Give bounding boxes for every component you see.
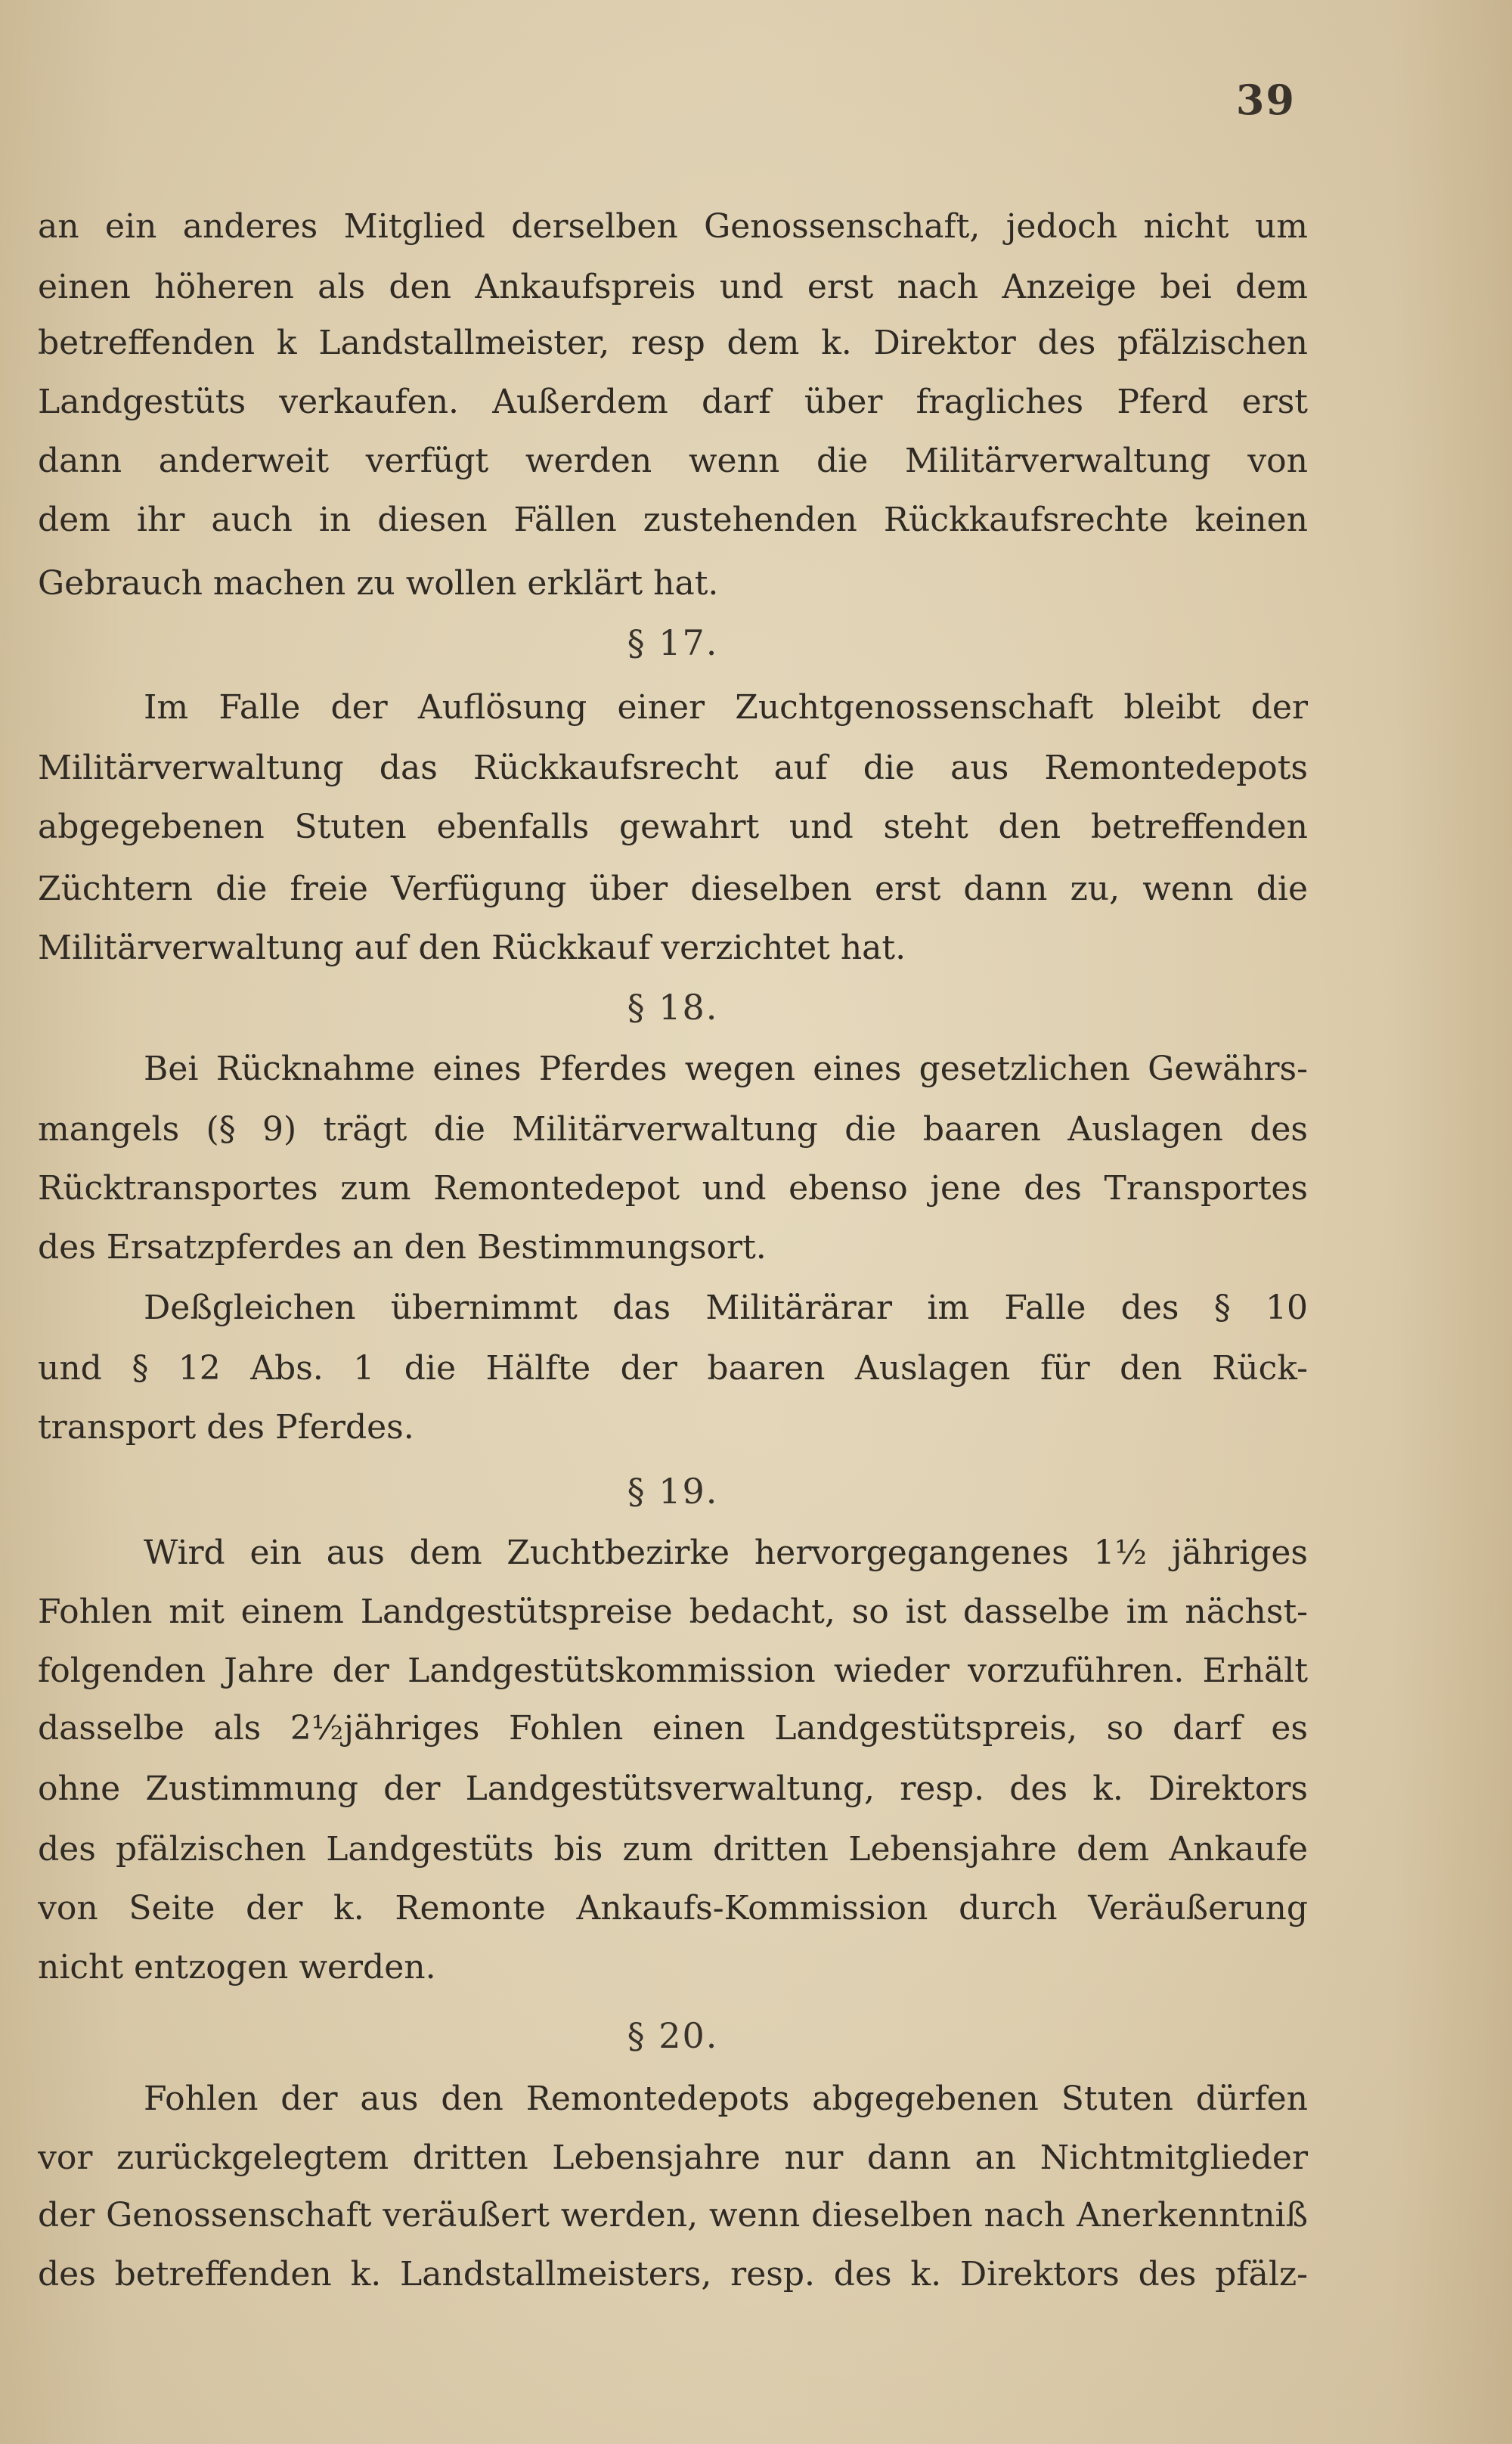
text-line: des Ersatzpferdes an den Bestimmungsort. [38,1228,767,1267]
text-line: und § 12 Abs. 1 die Hälfte der baaren Auslagen für den Rück- [38,1349,1308,1388]
text-line: von Seite der k. Remonte Ankaufs-Kommission durch Veräußerung [38,1889,1308,1928]
text-line: an ein anderes Mitglied derselben Genossenschaft, jedoch nicht um [38,207,1308,246]
section-heading-20: § 20. [627,2015,719,2056]
text-line: vor zurückgelegtem dritten Lebensjahre nur dann an Nichtmitglieder [38,2138,1308,2177]
text-line: Deßgleichen übernimmt das Militärärar im Falle des § 10 [144,1289,1308,1327]
text-line: transport des Pferdes. [38,1408,414,1447]
text-line: dem ihr auch in diesen Fällen zustehenden Rückkaufsrechte keinen [38,501,1308,539]
section-heading-19: § 19. [627,1471,719,1512]
text-line: dann anderweit verfügt werden wenn die Militärverwaltung von [38,442,1308,480]
text-line: Gebrauch machen zu wollen erklärt hat. [38,564,719,603]
text-line: abgegebenen Stuten ebenfalls gewahrt und steht den betreffenden [38,808,1308,846]
text-line: mangels (§ 9) trägt die Militärverwaltung die baaren Auslagen des [38,1110,1308,1149]
text-line: der Genossenschaft veräußert werden, wenn dieselben nach Anerkenntniß [38,2196,1308,2235]
section-heading-17: § 17. [627,622,719,663]
text-line: Rücktransportes zum Remontedepot und ebenso jene des Transportes [38,1169,1308,1208]
text-line: nicht entzogen werden. [38,1948,436,1987]
text-line: Militärverwaltung auf den Rückkauf verzichtet hat. [38,929,906,967]
text-line: des pfälzischen Landgestüts bis zum dritten Lebensjahre dem Ankaufe [38,1830,1308,1869]
text-line: Im Falle der Auflösung einer Zuchtgenossenschaft bleibt der [144,688,1308,727]
text-line: einen höheren als den Ankaufspreis und erst nach Anzeige bei dem [38,268,1308,306]
text-line: folgenden Jahre der Landgestütskommission wieder vorzuführen. Erhält [38,1652,1308,1690]
page-number: 39 [1235,76,1296,124]
text-line: Fohlen mit einem Landgestütspreise bedacht, so ist dasselbe im nächst- [38,1593,1308,1631]
text-line: Bei Rücknahme eines Pferdes wegen eines gesetzlichen Gewährs- [144,1050,1308,1088]
text-line: dasselbe als 2½jähriges Fohlen einen Landgestütspreis, so darf es [38,1709,1308,1748]
text-line: Militärverwaltung das Rückkaufsrecht auf die aus Remontedepots [38,749,1308,787]
text-line: betreffenden k Landstallmeister, resp dem k. Direktor des pfälzischen [38,324,1308,362]
text-line: Fohlen der aus den Remontedepots abgegebenen Stuten dürfen [144,2080,1308,2118]
text-line: Züchtern die freie Verfügung über dieselben erst dann zu, wenn die [38,870,1308,908]
text-line: ohne Zustimmung der Landgestütsverwaltung, resp. des k. Direktors [38,1769,1308,1808]
text-line: Wird ein aus dem Zuchtbezirke hervorgegangenes 1½ jähriges [144,1534,1308,1572]
section-heading-18: § 18. [627,987,719,1028]
text-line: Landgestüts verkaufen. Außerdem darf über fragliches Pferd erst [38,383,1308,421]
text-line: des betreffenden k. Landstallmeisters, resp. des k. Direktors des pfälz- [38,2255,1308,2294]
